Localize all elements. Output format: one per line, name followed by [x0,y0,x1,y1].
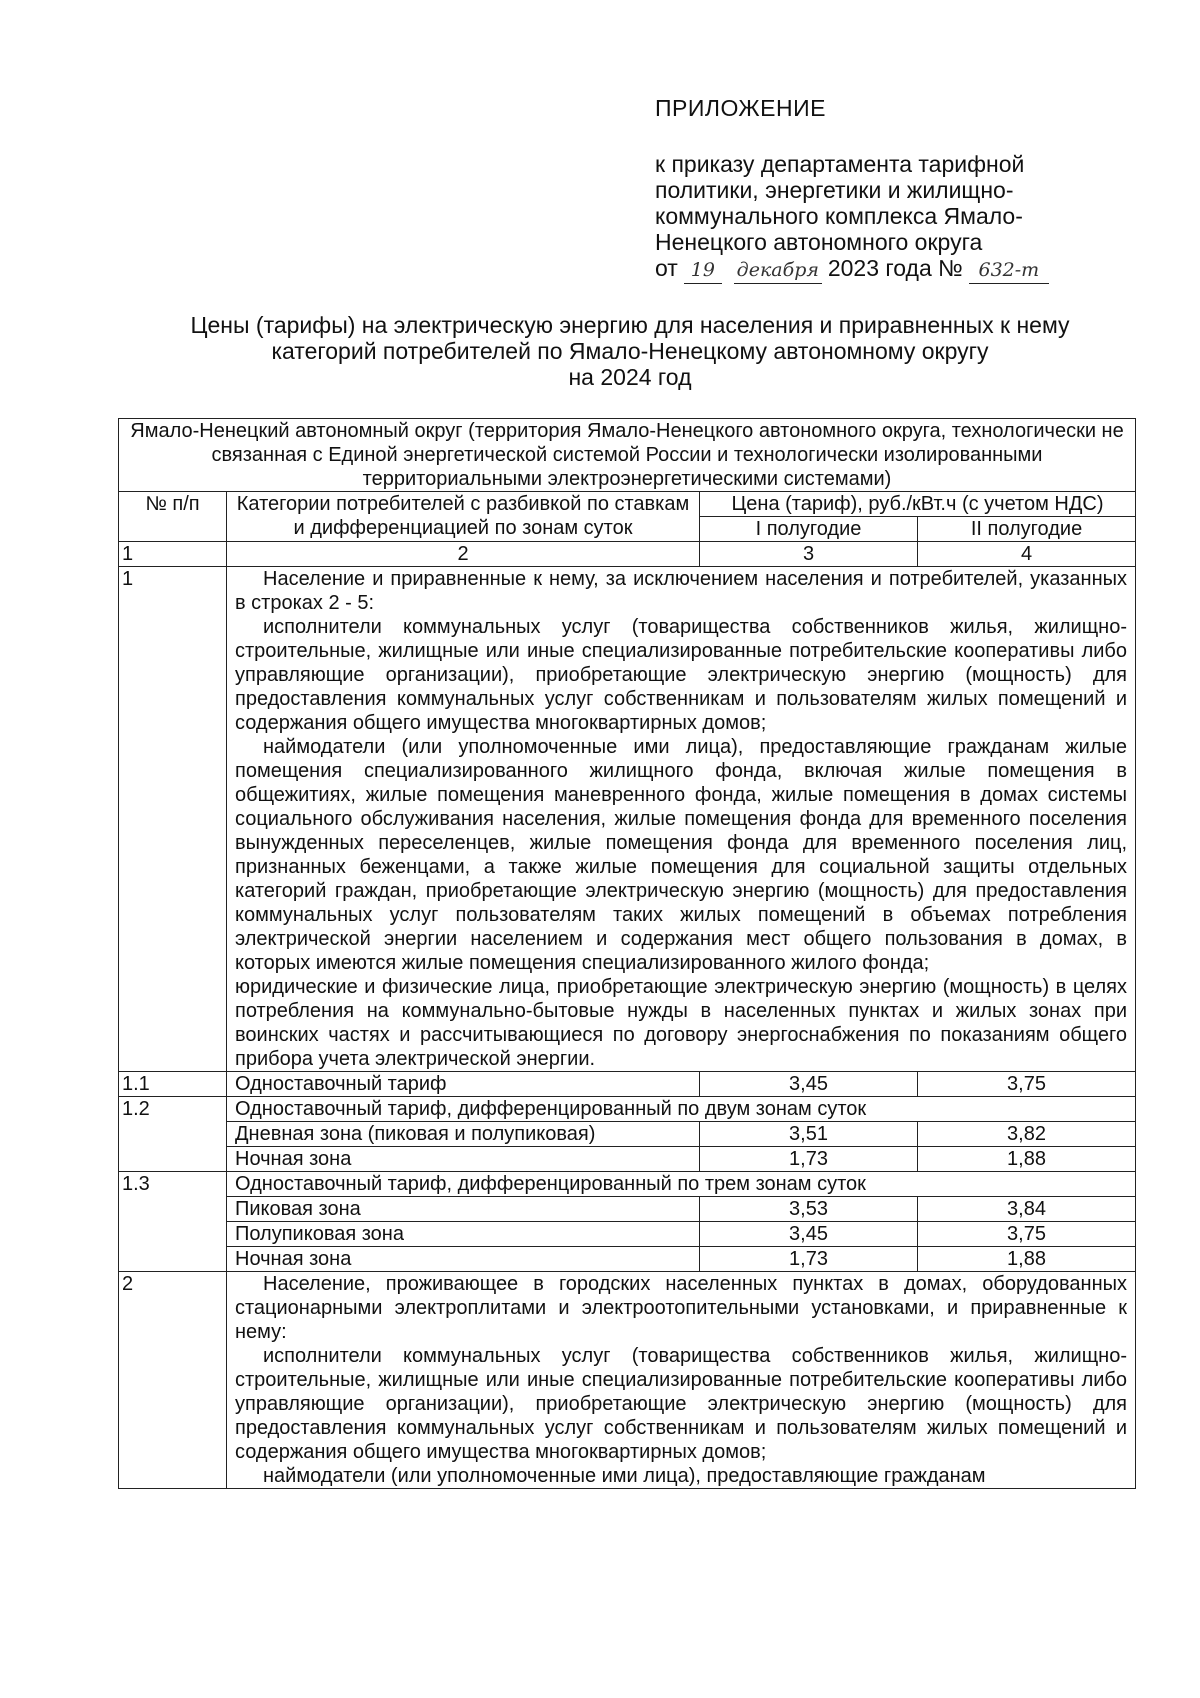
order-line: к приказу департамента тарифной [655,151,1025,177]
tariff-value-h1: 3,51 [700,1122,918,1147]
zone-label: Дневная зона (пиковая и полупиковая) [227,1122,700,1147]
zone-label: Ночная зона [227,1147,700,1172]
zone-label: Ночная зона [227,1247,700,1272]
order-line: политики, энергетики и жилищно- [655,177,1014,203]
row-num: 1 [119,567,227,1072]
header-half-2: II полугодие [918,517,1136,542]
tariff-group-label: Одноставочный тариф, дифференцированный по трем зонам суток [227,1172,1136,1197]
tariff-label: Одноставочный тариф [227,1072,700,1097]
header-category: Категории потребителей с разбивкой по ставкам и дифференциацией по зонам суток [227,492,700,542]
row-2-intro: Население, проживающее в городских населенных пунктах в домах, оборудованных стационарными электроплитами и электроотопительными установками, и приравненные к нему: [235,1273,1128,1343]
tariff-value-h1: 1,73 [700,1147,918,1172]
tariff-value-h2: 1,88 [918,1247,1136,1272]
handwritten-day: 19 [684,257,722,284]
handwritten-order-number: 632-т [969,257,1049,284]
col-number: 1 [119,542,227,567]
row-1-paragraph: исполнители коммунальных услуг (товарищества собственников жилья, жилищно-строительные, жилищные или иные специализированные потребительские кооперативы либо управляющие организации), приобретающие электрическую энергию (мощность) для предоставления коммунальных услуг собственникам и пользователям жилых помещений и содержания общего имущества многоквартирных домов; [235,616,1128,734]
tariff-group-label: Одноставочный тариф, дифференцированный по двум зонам суток [227,1097,1136,1122]
order-line: Ненецкого автономного округа [655,229,983,255]
row-2-description [227,1272,1136,1489]
year-text: 2023 года № [827,255,963,281]
title-line: категорий потребителей по Ямало-Ненецкому автономному округу [271,338,989,364]
row-num: 2 [119,1272,227,1489]
tariff-value-h1: 3,45 [700,1222,918,1247]
row-num: 1.1 [119,1072,227,1097]
header-half-1: I полугодие [700,517,918,542]
zone-label: Полупиковая зона [227,1222,700,1247]
appendix-title: ПРИЛОЖЕНИЕ [655,95,826,121]
row-num: 1.3 [119,1172,227,1272]
zone-label: Пиковая зона [227,1197,700,1222]
col-number: 3 [700,542,918,567]
header-price: Цена (тариф), руб./кВт.ч (с учетом НДС) [700,492,1136,517]
tariff-value-h2: 3,82 [918,1122,1136,1147]
date-prefix: от [655,255,678,281]
row-2-paragraph: исполнители коммунальных услуг (товарищества собственников жилья, жилищно-строительные, жилищные или иные специализированные потребительские кооперативы либо управляющие организации), приобретающие электрическую энергию (мощность) для предоставления коммунальных услуг собственникам и пользователям жилых помещений и содержания общего имущества многоквартирных домов; [235,1345,1128,1463]
row-1-paragraph: наймодатели (или уполномоченные ими лица), предоставляющие гражданам жилые помещения специализированного жилищного фонда, включая жилые помещения в общежитиях, жилые помещения маневренного фонда, жилые помещения в домах системы социального обслуживания населения, жилые помещения фонда для временного поселения вынужденных переселенцев, жилые помещения фонда для временного поселения лиц, признанных беженцами, а также жилые помещения для социальной защиты отдельных категорий граждан, приобретающие электрическую энергию (мощность) для предоставления коммунальных услуг пользователям таких жилых помещений в объемах потребления электрической энергии населением и содержания мест общего пользования в домах, в которых имеются жилые помещения специализированного жилого фонда; [235,736,1128,974]
title-line: на 2024 год [568,364,692,390]
col-number: 2 [227,542,700,567]
row-1-intro: Население и приравненные к нему, за исключением населения и потребителей, указанных в строках 2 - 5: [235,568,1128,614]
header-num: № п/п [119,492,227,542]
title-line: Цены (тарифы) на электрическую энергию для населения и приравненных к нему [190,312,1070,338]
order-line: коммунального комплекса Ямало- [655,203,1023,229]
tariff-value-h2: 3,84 [918,1197,1136,1222]
tariff-table [118,418,1136,1489]
row-1-paragraph: юридические и физические лица, приобретающие электрическую энергию (мощность) в целях потребления на коммунально-бытовые нужды в населенных пунктах и жилых зонах при воинских частях и рассчитывающиеся по договору энергоснабжения по показаниям общего прибора учета электрической энергии. [235,976,1128,1070]
tariff-value-h1: 1,73 [700,1247,918,1272]
row-2-paragraph: наймодатели (или уполномоченные ими лица), предоставляющие гражданам [263,1465,986,1487]
row-1-description [227,567,1136,1072]
region-header: Ямало-Ненецкий автономный округ (территория Ямало-Ненецкого автономного округа, технологически не связанная с Единой энергетической системой России и технологически изолированными территориальными электроэнергетическими системами) [119,419,1136,492]
document-title [110,312,1150,390]
tariff-value-h2: 3,75 [918,1222,1136,1247]
handwritten-month: декабря [734,257,822,284]
order-date-line [655,255,1075,284]
tariff-value-h1: 3,53 [700,1197,918,1222]
tariff-value-h2: 1,88 [918,1147,1136,1172]
appendix-header [655,95,1075,284]
col-number: 4 [918,542,1136,567]
tariff-value-h2: 3,75 [918,1072,1136,1097]
tariff-value-h1: 3,45 [700,1072,918,1097]
row-num: 1.2 [119,1097,227,1172]
